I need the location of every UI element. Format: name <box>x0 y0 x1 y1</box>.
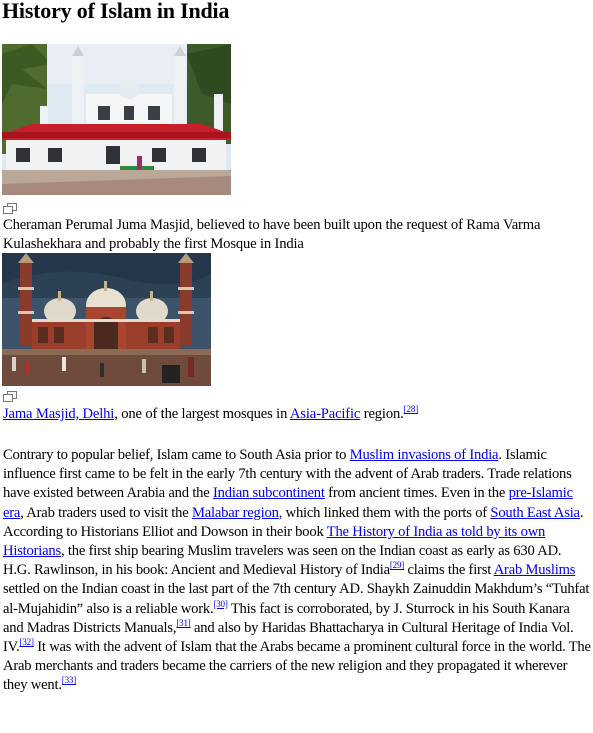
jama-masjid-image[interactable] <box>2 253 211 386</box>
reference-29[interactable]: [29] <box>389 560 405 571</box>
paragraph-text: . According to Historians Elliot and Dowson in their book <box>3 504 584 540</box>
figure-caption <box>3 405 588 424</box>
link-muslim-invasions[interactable]: Muslim invasions of India <box>349 447 499 463</box>
paragraph-text: from ancient times. Even in the <box>324 485 509 502</box>
link-asia-pacific[interactable]: Asia-Pacific <box>289 406 361 422</box>
figure-caption: Cheraman Perumal Juma Masjid, believed to have been built upon the request of Rama Varma Kulashekhara and probably the first Mosque in India <box>3 217 541 252</box>
link-indian-subcontinent[interactable]: Indian subcontinent <box>213 485 325 502</box>
link-pre-islamic-era[interactable]: pre-Islamic era <box>3 485 573 521</box>
cheraman-masjid-photo <box>2 44 231 195</box>
paragraph-text: claims the first <box>404 562 494 579</box>
paragraph-text: . Islamic influence first came to be felt in the early 7th century with the advent of Arab traders. Trade relations have existed between Arabia and the <box>3 447 572 502</box>
reference-32[interactable]: [32] <box>19 637 34 648</box>
caption-text: , one of the largest mosques in <box>114 406 290 422</box>
jama-masjid-photo <box>2 253 211 386</box>
link-history-of-india-book[interactable]: The History of India as told by its own Historians <box>3 523 546 560</box>
paragraph-text: , which linked them with the ports of <box>278 504 491 521</box>
paragraph-text: settled on the Indian coast in the last part of the 7th century AD. Shaykh Zainuddin Makhdum’s “Tuhfat al-Mujahidin” also is a reliable work. <box>3 581 590 617</box>
enlarge-icon[interactable] <box>3 203 17 214</box>
reference-30[interactable]: [30] <box>213 598 228 609</box>
link-arab-muslims[interactable]: Arab Muslims <box>493 562 576 579</box>
paragraph-text: and also by Haridas Bhattacharya in Cultural Heritage of India Vol. IV. <box>3 619 574 656</box>
body-paragraph <box>3 446 591 696</box>
link-malabar-region[interactable]: Malabar region <box>191 504 279 521</box>
reference-31[interactable]: [31] <box>176 617 191 628</box>
cheraman-masjid-image[interactable] <box>2 44 231 195</box>
link-south-east-asia[interactable]: South East Asia <box>490 504 580 521</box>
paragraph-text: It was with the advent of Islam that the Arabs became a prominent cultural force in the world. The Arab merchants and traders became the carriers of the new religion and they propagated it wherever they went. <box>3 639 591 694</box>
reference-28[interactable]: [28] <box>403 404 419 414</box>
enlarge-icon[interactable] <box>3 391 17 402</box>
caption-text: region. <box>360 406 404 422</box>
paragraph-text: Contrary to popular belief, Islam came to South Asia prior to <box>3 447 350 463</box>
paragraph-text: , Arab traders used to visit the <box>20 504 192 521</box>
reference-33[interactable]: [33] <box>61 675 76 686</box>
page-title: History of Islam in India <box>2 0 230 23</box>
paragraph-text: , the first ship bearing Muslim travelers was seen on the Indian coast as early as 630 AD. H.G. Rawlinson, in his book: Ancient and Medieval History of India <box>3 543 562 579</box>
paragraph-text: This fact is corroborated, by J. Sturrock in his South Kanara and Madras Districts Manuals, <box>3 600 570 636</box>
link-jama-masjid[interactable]: Jama Masjid, Delhi <box>3 406 115 422</box>
